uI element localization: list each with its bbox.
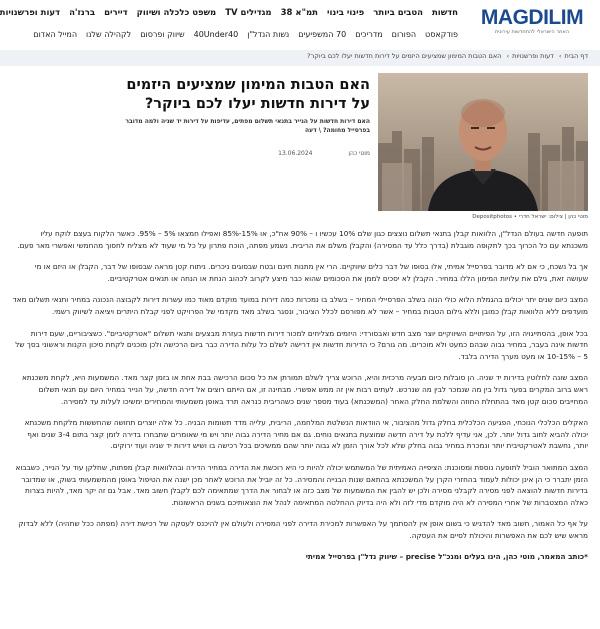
- logo-tagline: האתר הישראלי להתחדשות עירונית: [495, 29, 569, 35]
- nav-item-law-economy[interactable]: משפט כלכלה ושיווק: [136, 8, 217, 18]
- article-paragraph: בכל אופן, בהסתייגויה הזו, על הפיתויים השיווקיים יוצר מצב חדש ואבסורדי: היזמים מצליחים למכור דירות חדשות בעזרת מבצעים ותנאי תשלום "אטרקטיביים". כשציבוריים, שעם דירות חדשות אינה בעבר, במחיר גבוה שבהם כמעט ולא מוכרים. מה גורם? כי הדירות חדשות אין דרישה לשלם כל עלות הדירה כבר ביום הרכישה ולכן מוכנים לקחת סיכון הקנות וראשוני בסך של 5 – 10-15% או מעט מערך הדירה בלבד.: [15, 328, 588, 361]
- nav-item-guides[interactable]: מדריכים: [355, 30, 383, 39]
- nav-item-community[interactable]: לקהילה שלנו: [86, 30, 132, 39]
- article-paragraph: תופעה חדשה בעולם הנדל"ן, הלוואות קבלן בתנאי תשלום נוצצים כגון שלם 10% עכשיו ו – 90% אח"כ, או 15%-85% ואפילו חמצאו 5% – 95%. כאשר הלקוח בעצם לוקח עליו משכנתא עם כל הכרוך בכך לתקופה מוגבלת (בדרך כלל עד המסירה) והקבלן משלם את הריבית. נשמע מפתה, הוכח פתרון על כל מי שעוד לא מצליח לחסוך מהחמשי ואפשרי מאר פעם.: [17, 229, 588, 250]
- nav-item-pinui-binui[interactable]: פינוי בינוי: [326, 8, 365, 18]
- nav-item-70-influencers[interactable]: 70 המשפיעים: [298, 30, 347, 39]
- nav-item-red-mail[interactable]: המייל האדום: [33, 30, 78, 39]
- article-paragraph: האקלים הכלכלי הנוכחי, הפגיעה הכלכלית בחלק גדול מהציבור, אי הוודאות הנשלטת המלחמה, הריבית, עלייה מדד תשומות הבניה. כל אלה יוצרים תחושה שהחששות מלקחת משכנתא יכולה להביא לחוב גדול יותר. לכן, אני עדיף ללכת על דירה חדשה שמוצעת בתנאים נוחים. גם אם מחיר הדירה גבוה יותר ויש מי שאומרים שתבחרו בדירה לזמן קצר בתום 3-4 שנים ואף יותר, נחשבת לאטרקטיבית יותר ונמכרת במחיר גבוה בחלק שלא לכל אורך הזמן לא גבוה יותר שהם ממשיכים בכל רכישה בו ושיש דירות יד שניה ועוד ירוקים.: [24, 418, 588, 451]
- article-title: האם הטבות המימון שמציעים היזמים על דירות חדשות יעלו לכם ביוקר?: [126, 77, 370, 112]
- nav-item-podcast[interactable]: פודקאסט: [425, 30, 458, 39]
- nav-item-40under40[interactable]: 40Under40: [193, 30, 239, 39]
- author-photo: [378, 73, 588, 211]
- breadcrumb-home[interactable]: דף הבית: [564, 52, 588, 60]
- article-byline: [125, 150, 370, 157]
- nav-item-best[interactable]: הטבים ביותר: [373, 8, 423, 18]
- nav-item-opinions[interactable]: דעות ופרשנויות: [0, 8, 61, 18]
- nav-item-forum[interactable]: הפורום: [391, 30, 417, 39]
- nav-item-news[interactable]: חדשות: [431, 8, 458, 18]
- primary-nav: [0, 6, 458, 20]
- nav-item-tv[interactable]: מגדילים TV: [225, 8, 272, 18]
- breadcrumb-category[interactable]: דעות ופרשנויות: [512, 52, 554, 60]
- article-paragraph: אך בל נשכח, כי אם לא מדובר בפרסייל אמיתי, אלו בסופו של דבר כלים שיווקיים. הרי אין מתנות חינם ובטח שבסוגים ניכרים. ניתוח קטן מראה שבסופו של דבר, הקבלן או היזם או מי שעושה זאת, גילם את עלויות המימון הללו במחיר. הקבלן לא יסכים לממן את הסכומים שהוא כבר מיצע לקרוב לכהוב הנחת או הנחה או תנאים אטרקטיביים.: [34, 262, 588, 283]
- breadcrumb: דף הבית› דעות ופרשנויות› האם הטבות המימון שמציעים היזמים על דירות חדשות יעלו לכם ביוקר?: [307, 52, 588, 60]
- logo-text[interactable]: MAGDILIM: [480, 6, 584, 29]
- top-navigation: [0, 0, 600, 50]
- author-signature: *כותב המאמר, מוטי כהן, הינו בעלים ומנכ"ל precise – שיווק נדל"ן בפרסייל אמיתי: [305, 552, 588, 562]
- author-name[interactable]: מוטי כהן: [348, 150, 370, 157]
- nav-item-women-realestate[interactable]: נשות הנדל"ן: [247, 30, 290, 39]
- publish-date: 13.06.2024: [278, 150, 313, 157]
- secondary-nav: [0, 28, 458, 42]
- article-subtitle: האם דירות חדשות על הנייר בתנאי תשלום מפתים, עדיפות על דירות יד שניה ולמה מדובר בפרסייל מחומה? \ דעה: [125, 118, 370, 134]
- article-paragraph: על אף כל האמור, חשוב מאד להדגיש כי בשום אופן אין להסתמך על האפשרות למכירת הדירה לפני המסירה ולעולם אין להיכנס לעסקה של רכישת דירה (מפתה ככל שתהיה) ללא לבדוק מראש שיש לכם את האפשרות והיכולת לסיים את העסקה.: [18, 519, 588, 540]
- article-paragraph: המצב כיום שנים יתר יכולים בהגמלת הלוא כולי הנוה בשלב הפרסיילי המחיר – בשלב בו נמכרות כמה דירות במועד מוקדם מאוד כמו עשרות דירות לקבוצה הנכונה במחיר ותנאי תשלום מאד מועדפים ללא הלוואות קבלן כמובן וללא גילום הטבות במחיר – אשר לא מפורסם לכלל הציבור, ונסגר בשלב מאד מקדמי של הפרויקט לפני קבלת היתרים ויציאה לשיווק רשמי.: [12, 295, 588, 316]
- nav-item-marketing[interactable]: שיווק ופרסום: [140, 30, 185, 39]
- site-logo[interactable]: [467, 7, 597, 37]
- article-paragraph: המצב שונה לחלוטין בדירות יד שניה. הן סובלות כיום מבעיה מרכזית והיא, הרוכש צריך לשלם תמורתן את כל סכום הרכישה בבת אחת או בזמן קצר מאד. המשמעות היא, לקחת משכנתא ראש ברוב המקרים בפער גדול בין מה שנמכר לבין מה שנרכש. לעתים רבות אין זה ממש אפשרי. מבחינה זו, אם הייתם רוצים אל דירה חדשה, על הנייר במחיר היום עם תנאי תשלום המחייבים סכום קטן מאד בהתחלת החוזה והשלמת החלק האחר (המשכנתא) בעוד מספר שנים כשהריבית כנראה תרד באופן משמעותי והמחירים ימשיכו לעלות עד למסירה.: [21, 373, 588, 406]
- article-paragraph: המצב המתואר הוביל לתופעה נוספת ומסוכנת: הציפייה האמיתית של המשתמש יכולה להיות כי היא רוכשת את הדירה במחיר הדירה ובהלוואות קבלן מפתות, שחלקן עוד על הנייר, כשבבוא הזמן יתברר כי הן אינן יכולות לעמוד בהחזרי הקרן על המשכנתא בהתאם שנות הבנייה והמסירה. כל זה יוביל את הרוכש לאחר מכן ישנה את הטיפול באופן מהמשמעותי בשוק, או שמדובר בדירות חדשות להוצאה לפני מסירה לקבלני מסירה ולכן יש להבין את המשמעות של מצב כזה או לבחור את הדרך שמתאימה לכם לקבלן חשוב מאד. אבל גם זה יקר מאד, להיות בצרות כאלה המצטברות של אחרי המסירה לא היה מוקדם מדי לזה ולא היה בדיוק ההחלטה המתאימה לנהל את הוצאותיכם בשנים הראשונות.: [15, 462, 588, 507]
- breadcrumb-current: האם הטבות המימון שמציעים היזמים על דירות חדשות יעלו לכם ביוקר?: [307, 52, 502, 60]
- author-photo-illustration: [378, 73, 588, 211]
- photo-caption: מוטי כהן | צילום: ישראל חדרי • Depositphotos: [472, 214, 588, 220]
- nav-item-tama38[interactable]: תמ"א 38: [280, 8, 318, 18]
- nav-item-tenants[interactable]: דיירים: [104, 8, 128, 18]
- nav-item-industry[interactable]: ברנז'ה: [69, 8, 96, 18]
- article-body: [12, 228, 588, 573]
